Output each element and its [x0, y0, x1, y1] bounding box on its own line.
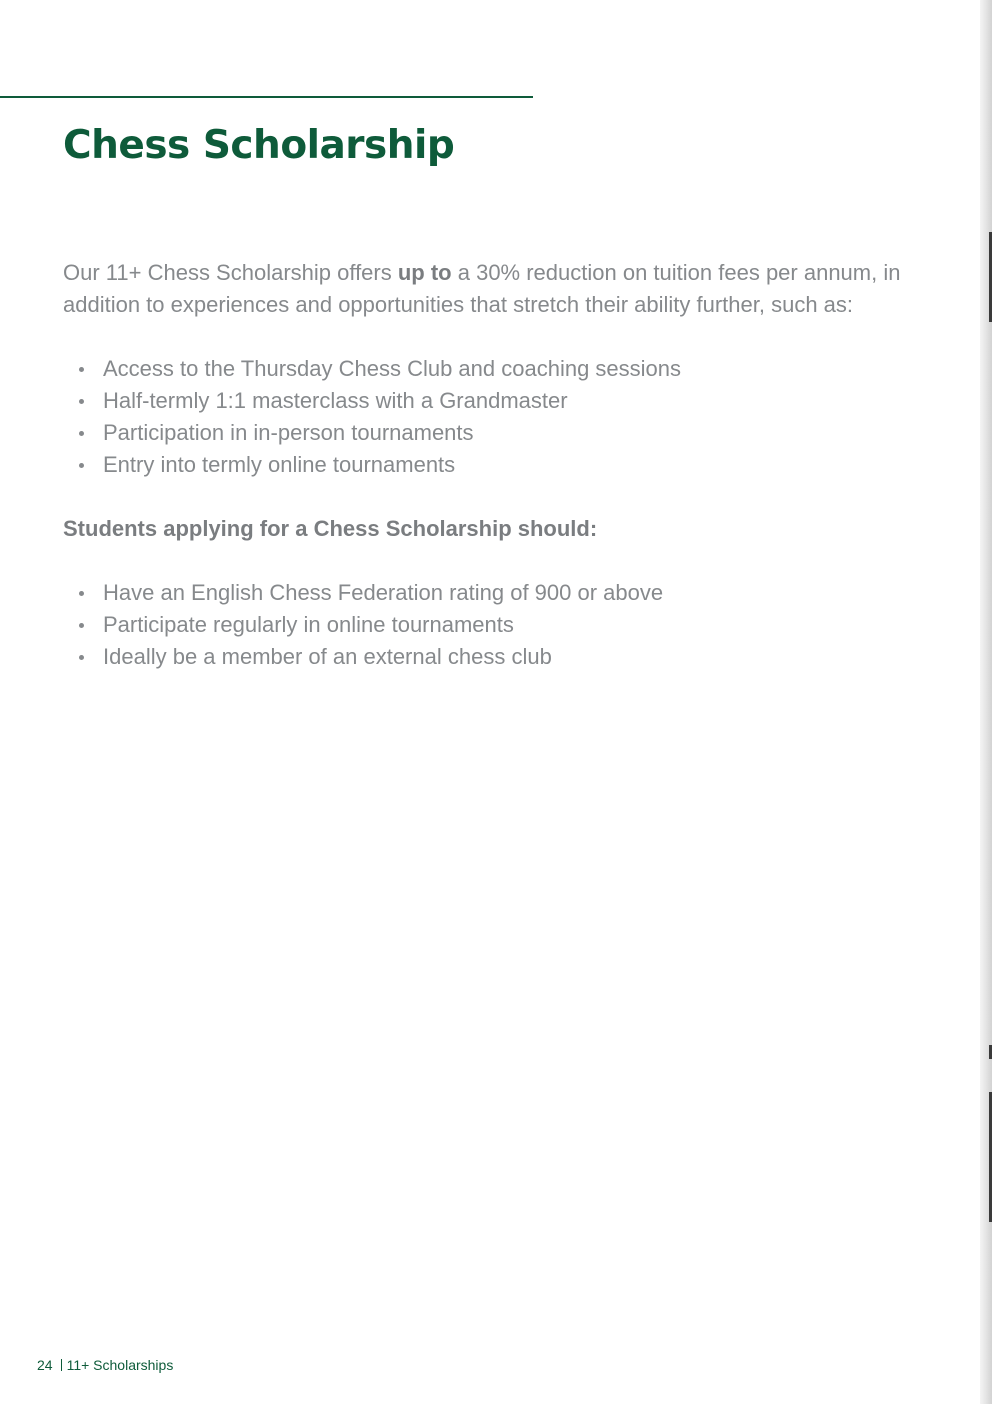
requirements-heading: Students applying for a Chess Scholarship should:	[63, 516, 598, 541]
intro-text-after: a 30% reduction on tuition fees per annum, in addition to experiences and opportunities that stretch their ability further, such as:	[63, 260, 901, 317]
bullet-icon	[79, 399, 84, 404]
bullet-icon	[79, 463, 84, 468]
main-content	[63, 257, 963, 705]
list-item-text: Have an English Chess Federation rating of 900 or above	[103, 580, 664, 605]
footer-divider	[61, 1359, 62, 1371]
footer-section-label: 11+ Scholarships	[66, 1357, 174, 1373]
list-item	[63, 353, 963, 385]
list-item-text: Access to the Thursday Chess Club and coaching sessions	[103, 356, 682, 381]
bullet-icon	[79, 655, 84, 660]
list-item	[63, 385, 963, 417]
list-item-text: Ideally be a member of an external chess club	[103, 644, 552, 669]
page-edge	[980, 0, 992, 1404]
list-item	[63, 609, 963, 641]
bullet-icon	[79, 591, 84, 596]
list-item-text: Half-termly 1:1 masterclass with a Grandmaster	[103, 388, 568, 413]
list-item	[63, 449, 963, 481]
bullet-icon	[79, 431, 84, 436]
list-item	[63, 417, 963, 449]
intro-paragraph	[63, 257, 963, 321]
intro-text-bold: up to	[397, 260, 452, 285]
requirements-list	[63, 577, 963, 673]
page-number: 24	[37, 1357, 53, 1373]
page-title: Chess Scholarship	[63, 123, 455, 168]
top-rule	[0, 96, 533, 98]
list-item-text: Participate regularly in online tournaments	[103, 612, 514, 637]
list-item-text: Entry into termly online tournaments	[103, 452, 456, 477]
bullet-icon	[79, 367, 84, 372]
list-item-text: Participation in in-person tournaments	[103, 420, 474, 445]
page-footer	[37, 1356, 173, 1374]
list-item	[63, 577, 963, 609]
bullet-icon	[79, 623, 84, 628]
intro-text-before: Our 11+ Chess Scholarship offers	[63, 260, 398, 285]
list-item	[63, 641, 963, 673]
benefits-list	[63, 353, 963, 481]
